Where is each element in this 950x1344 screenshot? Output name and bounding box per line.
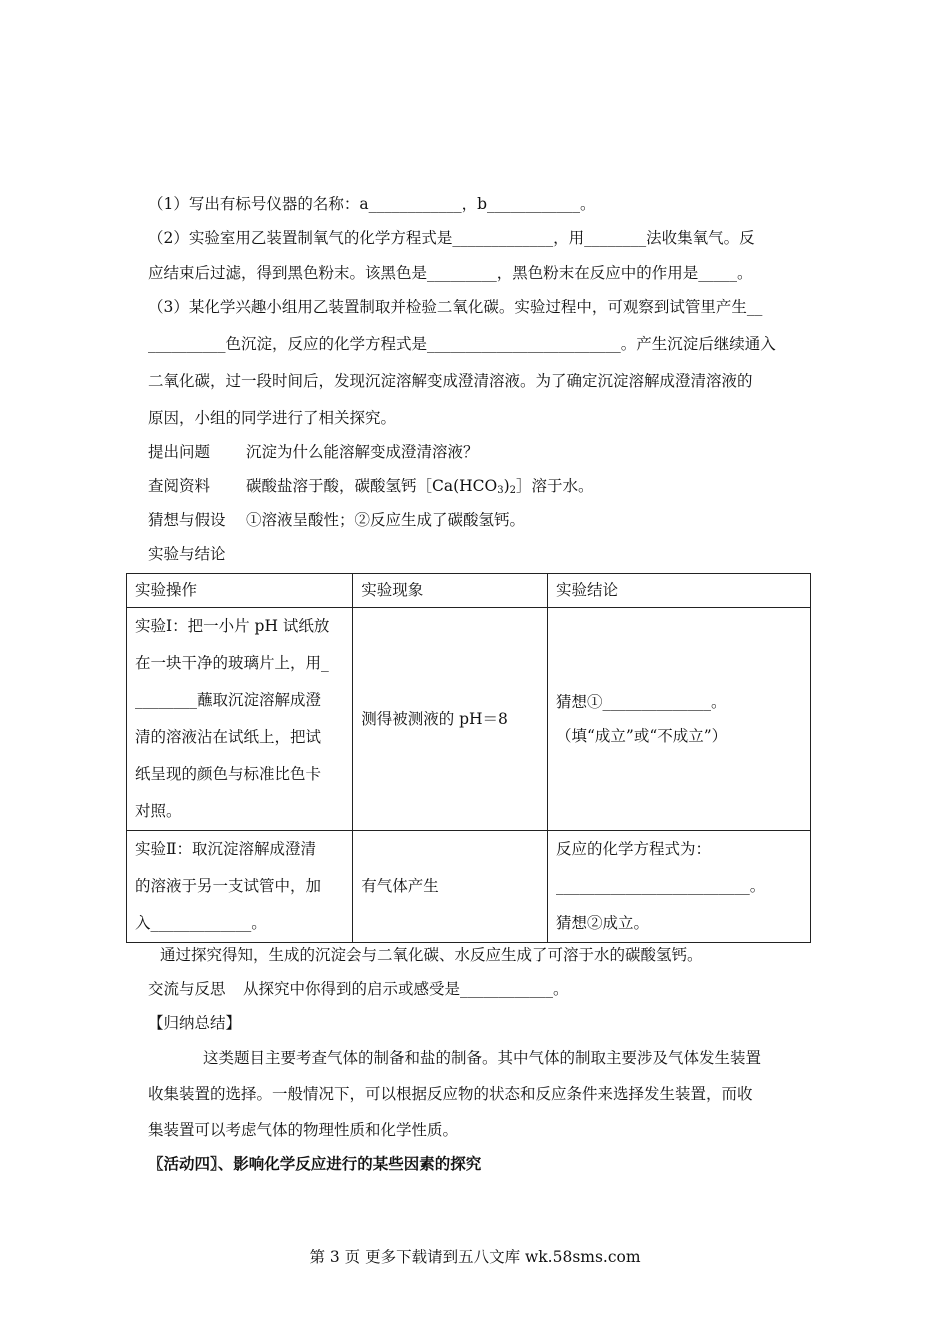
reflection: [148, 978, 569, 1000]
raise-question: [148, 441, 479, 463]
question-3-line-2: __________色沉淀，反应的化学方程式是_________________________。产生沉淀后继续通入: [148, 335, 776, 353]
row2-operation: 实验Ⅱ：取沉淀溶解成澄清 的溶液于另一支试管中，加 入_____________。: [127, 831, 353, 943]
row1-phenomenon: 测得被测液的 pH＝8: [353, 608, 548, 831]
reference-info: [148, 475, 594, 502]
reference-label: 查阅资料: [148, 477, 211, 495]
summary-title: 【归纳总结】: [148, 1014, 242, 1032]
table-header-row: [127, 574, 811, 608]
summary-line-1: 这类题目主要考查气体的制备和盐的制备。其中气体的制取主要涉及气体发生装置: [203, 1049, 762, 1067]
hypothesis-label: 猜想与假设: [148, 511, 226, 529]
hypothesis-text: ①溶液呈酸性；②反应生成了碳酸氢钙。: [246, 511, 526, 529]
raise-question-label: 提出问题: [148, 443, 211, 461]
experiment-title: 实验与结论: [148, 545, 226, 563]
experiment-table: [126, 573, 811, 943]
question-1: （1）写出有标号仪器的名称：a____________，b____________。: [148, 195, 596, 213]
raise-question-text: 沉淀为什么能溶解变成澄清溶液？: [246, 443, 479, 461]
question-2-line-2: 应结束后过滤，得到黑色粉末。该黑色是_________，黑色粉末在反应中的作用是_____。: [148, 264, 753, 282]
row2-phenomenon: 有气体产生: [353, 831, 548, 943]
header-phenomenon: 实验现象: [353, 574, 548, 608]
row1-operation: 实验Ⅰ：把一小片 pH 试纸放 在一块干净的玻璃片上，用_ ________蘸取沉淀溶解成澄 清的溶液沾在试纸上，把试 纸呈现的颜色与标准比色卡 对照。: [127, 608, 353, 831]
header-conclusion: 实验结论: [547, 574, 810, 608]
table-row: [127, 831, 811, 943]
header-operation: 实验操作: [127, 574, 353, 608]
activity-4-heading: 〖活动四〗、影响化学反应进行的某些因素的探究: [148, 1154, 482, 1173]
question-3-line-3: 二氧化碳，过一段时间后，发现沉淀溶解变成澄清溶液。为了确定沉淀溶解成澄清溶液的: [148, 372, 753, 390]
row2-conclusion: 反应的化学方程式为： _________________________。 猜想②成立。: [547, 831, 810, 943]
reference-text: 碳酸盐溶于酸，碳酸氢钙$[Ca(HCO_3)_2]$溶于水。: [246, 477, 594, 496]
question-3-line-1: （3）某化学兴趣小组用乙装置制取并检验二氧化碳。实验过程中，可观察到试管里产生__: [148, 298, 763, 316]
table-row: [127, 608, 811, 831]
row1-conclusion: 猜想①______________。 （填“成立”或“不成立”）: [547, 608, 810, 831]
summary-line-3: 集装置可以考虑气体的物理性质和化学性质。: [148, 1121, 459, 1139]
summary-line-2: 收集装置的选择。一般情况下，可以根据反应物的状态和反应条件来选择发生装置，而收: [148, 1085, 753, 1103]
question-2-line-1: （2）实验室用乙装置制氧气的化学方程式是_____________，用________法收集氧气。反: [148, 229, 755, 247]
reflection-label: 交流与反思: [148, 980, 226, 998]
finding: 通过探究得知，生成的沉淀会与二氧化碳、水反应生成了可溶于水的碳酸氢钙。: [160, 946, 703, 964]
hypothesis: [148, 509, 525, 531]
question-3-line-4: 原因，小组的同学进行了相关探究。: [148, 409, 397, 427]
page-footer: 第 3 页 更多下载请到五八文库 wk.58sms.com: [309, 1248, 641, 1266]
reflection-text: 从探究中你得到的启示或感受是____________。: [243, 980, 569, 998]
